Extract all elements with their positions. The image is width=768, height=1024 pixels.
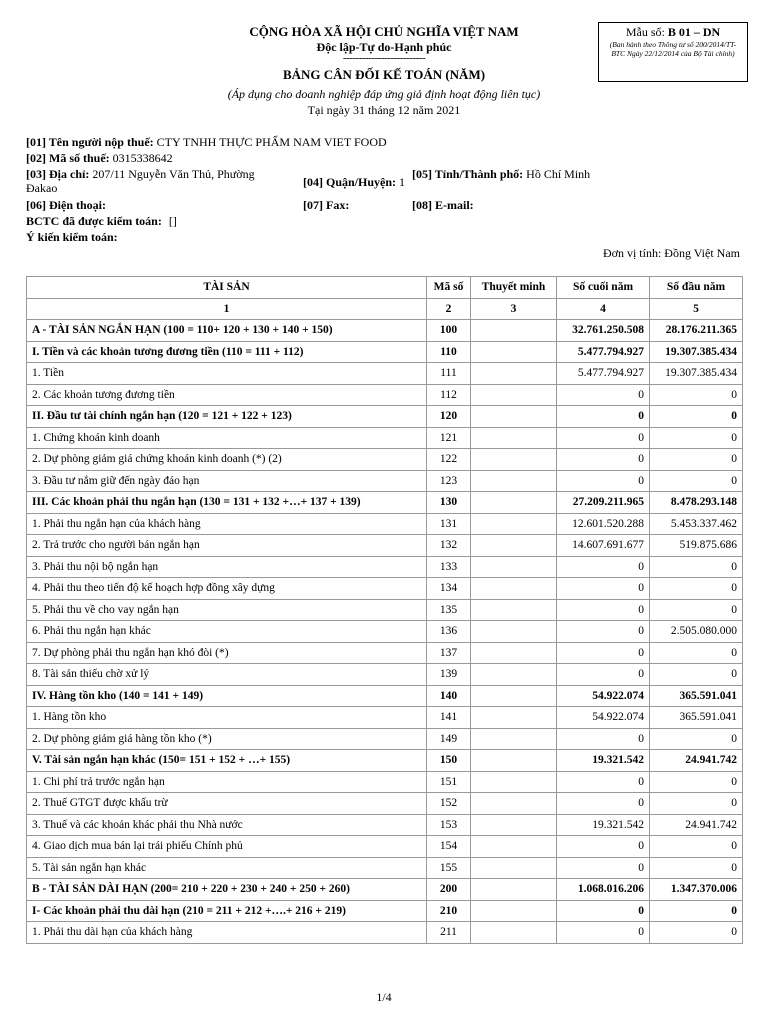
row-end-year-value: 27.209.211.965 bbox=[557, 492, 650, 514]
row-label: 8. Tài sản thiếu chờ xử lý bbox=[27, 664, 427, 686]
taxpayer-name: CTY TNHH THỰC PHẨM NAM VIET FOOD bbox=[156, 135, 387, 149]
table-row bbox=[27, 664, 743, 686]
row-label: B - TÀI SẢN DÀI HẠN (200= 210 + 220 + 230 + 240 + 250 + 260) bbox=[27, 879, 427, 901]
col-number: 5 bbox=[650, 298, 743, 320]
table-row bbox=[27, 814, 743, 836]
row-label: III. Các khoản phải thu ngắn hạn (130 = 131 + 132 +…+ 137 + 139) bbox=[27, 492, 427, 514]
header-assets: TÀI SẢN bbox=[27, 277, 427, 299]
row-end-year-value: 14.607.691.677 bbox=[557, 535, 650, 557]
table-row bbox=[27, 384, 743, 406]
row-end-year-value: 0 bbox=[557, 427, 650, 449]
row-code: 111 bbox=[427, 363, 471, 385]
row-end-year-value: 0 bbox=[557, 556, 650, 578]
report-date: Tại ngày 31 tháng 12 năm 2021 bbox=[307, 103, 461, 117]
tax-code: 0315338642 bbox=[112, 151, 173, 165]
row-label: 1. Chi phí trả trước ngắn hạn bbox=[27, 771, 427, 793]
row-label: 7. Dự phòng phải thu ngắn hạn khó đòi (*) bbox=[27, 642, 427, 664]
tax-code-row bbox=[26, 151, 173, 165]
row-code: 150 bbox=[427, 750, 471, 772]
applies-note: (Áp dụng cho doanh nghiệp đáp ứng giả định hoạt động liên tục) bbox=[227, 87, 541, 101]
row-code: 133 bbox=[427, 556, 471, 578]
row-note bbox=[471, 814, 557, 836]
table-row bbox=[27, 793, 743, 815]
table-row bbox=[27, 427, 743, 449]
row-note bbox=[471, 857, 557, 879]
fax-row bbox=[303, 198, 349, 212]
row-label: 2. Các khoản tương đương tiền bbox=[27, 384, 427, 406]
row-end-year-value: 0 bbox=[557, 922, 650, 944]
row-note bbox=[471, 922, 557, 944]
row-note bbox=[471, 793, 557, 815]
row-label: 5. Phải thu về cho vay ngắn hạn bbox=[27, 599, 427, 621]
row-code: 112 bbox=[427, 384, 471, 406]
province-label: [05] Tỉnh/Thành phố: bbox=[412, 167, 524, 181]
table-row bbox=[27, 922, 743, 944]
row-note bbox=[471, 363, 557, 385]
taxpayer-name-label: [01] Tên người nộp thuế: bbox=[26, 135, 154, 149]
row-label: 6. Phải thu ngắn hạn khác bbox=[27, 621, 427, 643]
table-row bbox=[27, 707, 743, 729]
row-end-year-value: 19.321.542 bbox=[557, 814, 650, 836]
header-begin-year: Số đầu năm bbox=[650, 277, 743, 299]
tax-code-label: [02] Mã số thuế: bbox=[26, 151, 110, 165]
row-note bbox=[471, 707, 557, 729]
row-begin-year-value: 0 bbox=[650, 406, 743, 428]
row-end-year-value: 54.922.074 bbox=[557, 685, 650, 707]
report-title: BẢNG CÂN ĐỐI KẾ TOÁN (NĂM) bbox=[282, 67, 486, 82]
form-issued-note: (Ban hành theo Thông tư số 200/2014/TT-BTC Ngày 22/12/2014 của Bộ Tài chính) bbox=[609, 40, 737, 58]
row-note bbox=[471, 406, 557, 428]
row-note bbox=[471, 341, 557, 363]
row-end-year-value: 5.477.794.927 bbox=[557, 363, 650, 385]
row-begin-year-value: 0 bbox=[650, 728, 743, 750]
header-end-year: Số cuối năm bbox=[557, 277, 650, 299]
row-code: 122 bbox=[427, 449, 471, 471]
row-begin-year-value: 0 bbox=[650, 857, 743, 879]
row-code: 210 bbox=[427, 900, 471, 922]
row-label: V. Tài sản ngắn hạn khác (150= 151 + 152 + …+ 155) bbox=[27, 750, 427, 772]
address: 207/11 Nguyễn Văn Thủ, Phường Đakao bbox=[26, 167, 255, 195]
col-number: 4 bbox=[557, 298, 650, 320]
row-begin-year-value: 24.941.742 bbox=[650, 750, 743, 772]
row-begin-year-value: 0 bbox=[650, 664, 743, 686]
table-row bbox=[27, 879, 743, 901]
row-label: IV. Hàng tồn kho (140 = 141 + 149) bbox=[27, 685, 427, 707]
nation-heading: CỘNG HÒA XÃ HỘI CHỦ NGHĨA VIỆT NAM bbox=[249, 24, 519, 39]
row-note bbox=[471, 449, 557, 471]
row-note bbox=[471, 513, 557, 535]
form-code-box bbox=[598, 22, 748, 82]
row-label: 4. Phải thu theo tiến độ kế hoạch hợp đồng xây dựng bbox=[27, 578, 427, 600]
row-code: 120 bbox=[427, 406, 471, 428]
row-end-year-value: 12.601.520.288 bbox=[557, 513, 650, 535]
col-number: 2 bbox=[427, 298, 471, 320]
row-begin-year-value: 365.591.041 bbox=[650, 707, 743, 729]
row-label: 1. Chứng khoán kinh doanh bbox=[27, 427, 427, 449]
header-code: Mã số bbox=[427, 277, 471, 299]
row-note bbox=[471, 728, 557, 750]
audit-opinion-label: Ý kiến kiểm toán: bbox=[26, 230, 118, 244]
row-begin-year-value: 1.347.370.006 bbox=[650, 879, 743, 901]
audited-checkbox: [] bbox=[168, 214, 177, 228]
row-note bbox=[471, 621, 557, 643]
row-code: 211 bbox=[427, 922, 471, 944]
form-code: B 01 – DN bbox=[667, 25, 721, 39]
row-begin-year-value: 0 bbox=[650, 836, 743, 858]
row-end-year-value: 54.922.074 bbox=[557, 707, 650, 729]
table-row bbox=[27, 621, 743, 643]
row-code: 200 bbox=[427, 879, 471, 901]
row-note bbox=[471, 384, 557, 406]
row-code: 149 bbox=[427, 728, 471, 750]
row-code: 139 bbox=[427, 664, 471, 686]
row-label: 5. Tài sản ngắn hạn khác bbox=[27, 857, 427, 879]
row-label: 3. Phải thu nội bộ ngắn hạn bbox=[27, 556, 427, 578]
row-end-year-value: 0 bbox=[557, 470, 650, 492]
row-note bbox=[471, 900, 557, 922]
opinion-row bbox=[26, 230, 118, 244]
row-label: I- Các khoản phải thu dài hạn (210 = 211 + 212 +….+ 216 + 219) bbox=[27, 900, 427, 922]
fax-label: [07] Fax: bbox=[303, 198, 350, 212]
row-end-year-value: 32.761.250.508 bbox=[557, 320, 650, 342]
table-row bbox=[27, 513, 743, 535]
email-label: [08] E-mail: bbox=[412, 198, 474, 212]
row-code: 141 bbox=[427, 707, 471, 729]
row-label: 1. Hàng tồn kho bbox=[27, 707, 427, 729]
district-row bbox=[303, 175, 405, 189]
table-header-row bbox=[27, 277, 743, 299]
row-note bbox=[471, 836, 557, 858]
row-label: 2. Dự phòng giảm giá hàng tồn kho (*) bbox=[27, 728, 427, 750]
row-begin-year-value: 519.875.686 bbox=[650, 535, 743, 557]
address-label: [03] Địa chỉ: bbox=[26, 167, 90, 181]
row-end-year-value: 0 bbox=[557, 900, 650, 922]
page-number: 1/4 bbox=[376, 990, 392, 1004]
row-label: 1. Tiền bbox=[27, 363, 427, 385]
row-begin-year-value: 0 bbox=[650, 427, 743, 449]
row-end-year-value: 0 bbox=[557, 857, 650, 879]
table-row bbox=[27, 685, 743, 707]
row-label: 3. Thuế và các khoản khác phải thu Nhà nước bbox=[27, 814, 427, 836]
province: Hồ Chí Minh bbox=[526, 167, 591, 181]
currency-unit: Đơn vị tính: Đồng Việt Nam bbox=[602, 246, 740, 260]
district-label: [04] Quận/Huyện: bbox=[303, 175, 397, 189]
row-code: 135 bbox=[427, 599, 471, 621]
table-row bbox=[27, 556, 743, 578]
row-note bbox=[471, 879, 557, 901]
email-row bbox=[412, 198, 474, 212]
table-row bbox=[27, 492, 743, 514]
row-note bbox=[471, 685, 557, 707]
row-begin-year-value: 0 bbox=[650, 578, 743, 600]
row-end-year-value: 0 bbox=[557, 406, 650, 428]
row-code: 136 bbox=[427, 621, 471, 643]
row-code: 100 bbox=[427, 320, 471, 342]
row-code: 151 bbox=[427, 771, 471, 793]
table-row bbox=[27, 836, 743, 858]
row-label: 1. Phải thu ngắn hạn của khách hàng bbox=[27, 513, 427, 535]
row-begin-year-value: 19.307.385.434 bbox=[650, 363, 743, 385]
district: 1 bbox=[399, 175, 406, 189]
row-begin-year-value: 24.941.742 bbox=[650, 814, 743, 836]
row-end-year-value: 0 bbox=[557, 384, 650, 406]
address-row bbox=[26, 167, 288, 195]
row-end-year-value: 1.068.016.206 bbox=[557, 879, 650, 901]
col-number: 1 bbox=[27, 298, 427, 320]
row-begin-year-value: 0 bbox=[650, 642, 743, 664]
row-begin-year-value: 0 bbox=[650, 384, 743, 406]
row-end-year-value: 19.321.542 bbox=[557, 750, 650, 772]
table-row bbox=[27, 363, 743, 385]
row-end-year-value: 0 bbox=[557, 599, 650, 621]
row-note bbox=[471, 664, 557, 686]
row-code: 123 bbox=[427, 470, 471, 492]
table-row bbox=[27, 599, 743, 621]
row-code: 130 bbox=[427, 492, 471, 514]
row-label: II. Đầu tư tài chính ngắn hạn (120 = 121 + 122 + 123) bbox=[27, 406, 427, 428]
row-begin-year-value: 0 bbox=[650, 793, 743, 815]
taxpayer-name-row bbox=[26, 135, 387, 149]
row-note bbox=[471, 556, 557, 578]
row-note bbox=[471, 771, 557, 793]
row-end-year-value: 0 bbox=[557, 621, 650, 643]
row-code: 110 bbox=[427, 341, 471, 363]
row-begin-year-value: 2.505.080.000 bbox=[650, 621, 743, 643]
phone-row bbox=[26, 198, 106, 212]
table-row bbox=[27, 771, 743, 793]
balance-sheet-table bbox=[26, 276, 743, 944]
row-end-year-value: 0 bbox=[557, 728, 650, 750]
col-number: 3 bbox=[471, 298, 557, 320]
row-end-year-value: 0 bbox=[557, 836, 650, 858]
row-label: A - TÀI SẢN NGẮN HẠN (100 = 110+ 120 + 130 + 140 + 150) bbox=[27, 320, 427, 342]
row-code: 134 bbox=[427, 578, 471, 600]
header-note: Thuyết minh bbox=[471, 277, 557, 299]
row-note bbox=[471, 599, 557, 621]
row-begin-year-value: 0 bbox=[650, 556, 743, 578]
row-begin-year-value: 8.478.293.148 bbox=[650, 492, 743, 514]
row-begin-year-value: 0 bbox=[650, 922, 743, 944]
table-row bbox=[27, 535, 743, 557]
row-code: 155 bbox=[427, 857, 471, 879]
row-label: 4. Giao dịch mua bán lại trái phiếu Chính phủ bbox=[27, 836, 427, 858]
row-end-year-value: 5.477.794.927 bbox=[557, 341, 650, 363]
table-row bbox=[27, 642, 743, 664]
province-row bbox=[412, 167, 592, 181]
row-note bbox=[471, 427, 557, 449]
table-row bbox=[27, 406, 743, 428]
table-row bbox=[27, 449, 743, 471]
row-end-year-value: 0 bbox=[557, 771, 650, 793]
row-begin-year-value: 0 bbox=[650, 771, 743, 793]
table-row bbox=[27, 341, 743, 363]
header-divider: -------------------------- bbox=[342, 52, 426, 64]
row-begin-year-value: 0 bbox=[650, 449, 743, 471]
table-row bbox=[27, 728, 743, 750]
table-row bbox=[27, 320, 743, 342]
row-note bbox=[471, 535, 557, 557]
motto-heading: Độc lập-Tự do-Hạnh phúc bbox=[316, 40, 452, 54]
row-note bbox=[471, 470, 557, 492]
row-note bbox=[471, 642, 557, 664]
audited-label: BCTC đã được kiểm toán: bbox=[26, 214, 162, 228]
row-code: 121 bbox=[427, 427, 471, 449]
row-begin-year-value: 28.176.211.365 bbox=[650, 320, 743, 342]
row-note bbox=[471, 320, 557, 342]
column-number-row bbox=[27, 298, 743, 320]
row-end-year-value: 0 bbox=[557, 578, 650, 600]
table-row bbox=[27, 470, 743, 492]
row-code: 140 bbox=[427, 685, 471, 707]
row-end-year-value: 0 bbox=[557, 642, 650, 664]
row-code: 137 bbox=[427, 642, 471, 664]
row-begin-year-value: 0 bbox=[650, 599, 743, 621]
table-row bbox=[27, 578, 743, 600]
row-begin-year-value: 19.307.385.434 bbox=[650, 341, 743, 363]
row-begin-year-value: 5.453.337.462 bbox=[650, 513, 743, 535]
row-label: 3. Đầu tư nắm giữ đến ngày đáo hạn bbox=[27, 470, 427, 492]
row-note bbox=[471, 750, 557, 772]
phone-label: [06] Điện thoại: bbox=[26, 198, 106, 212]
row-code: 152 bbox=[427, 793, 471, 815]
row-note bbox=[471, 578, 557, 600]
row-begin-year-value: 0 bbox=[650, 470, 743, 492]
form-code-label: Mẫu số: bbox=[625, 25, 668, 39]
table-row bbox=[27, 857, 743, 879]
row-end-year-value: 0 bbox=[557, 664, 650, 686]
row-code: 153 bbox=[427, 814, 471, 836]
row-label: 2. Thuế GTGT được khấu trừ bbox=[27, 793, 427, 815]
row-begin-year-value: 365.591.041 bbox=[650, 685, 743, 707]
row-label: I. Tiền và các khoản tương đương tiền (110 = 111 + 112) bbox=[27, 341, 427, 363]
row-note bbox=[471, 492, 557, 514]
row-label: 2. Trả trước cho người bán ngắn hạn bbox=[27, 535, 427, 557]
table-row bbox=[27, 900, 743, 922]
row-end-year-value: 0 bbox=[557, 793, 650, 815]
row-label: 2. Dự phòng giảm giá chứng khoán kinh doanh (*) (2) bbox=[27, 449, 427, 471]
row-label: 1. Phải thu dài hạn của khách hàng bbox=[27, 922, 427, 944]
row-code: 132 bbox=[427, 535, 471, 557]
row-end-year-value: 0 bbox=[557, 449, 650, 471]
audited-row bbox=[26, 214, 177, 228]
row-code: 131 bbox=[427, 513, 471, 535]
table-row bbox=[27, 750, 743, 772]
row-begin-year-value: 0 bbox=[650, 900, 743, 922]
row-code: 154 bbox=[427, 836, 471, 858]
